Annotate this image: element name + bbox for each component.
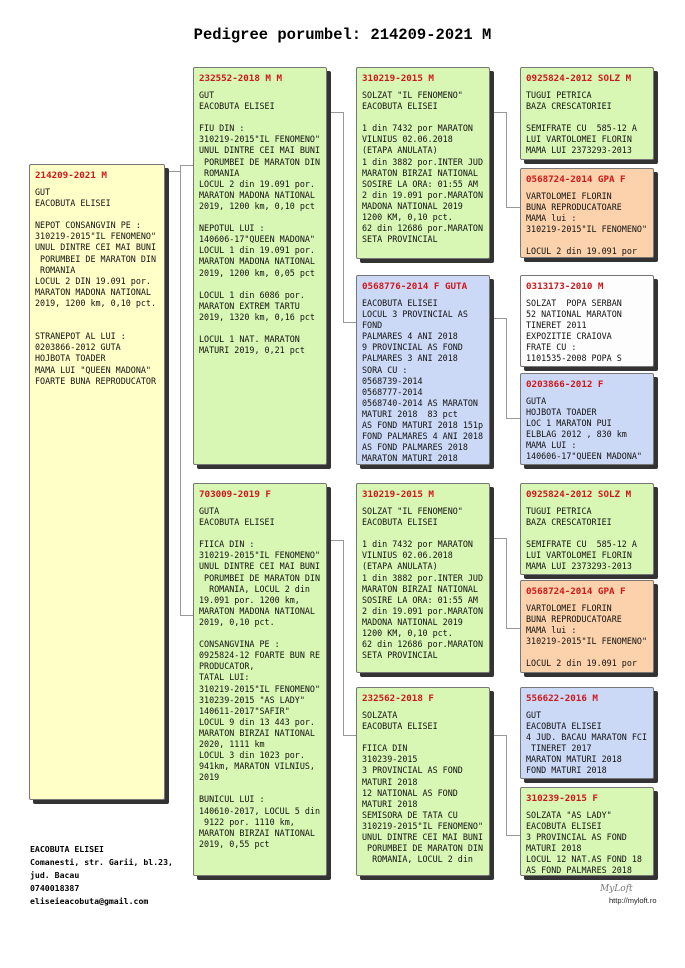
pigeon-info: VARTOLOMEI FLORIN BUNA REPRODUCATOARE MAMA lui : 310219-2015"IL FENOMENO" LOCUL 2 din 19.091 por [526, 191, 648, 257]
ggp-card-3[interactable] [520, 275, 654, 367]
ggp-card-2[interactable] [520, 168, 654, 258]
ggp-card-4[interactable] [520, 373, 654, 465]
myloft-logo: MyLoft [600, 884, 633, 894]
pigeon-info: SOLZATA "AS LADY" EACOBUTA ELISEI 3 PROVINCIAL AS FOND MATURI 2018 LOCUL 12 NAT.AS FOND 18 AS FOND PALMARES 2018 [526, 810, 642, 876]
connector-line [329, 112, 344, 113]
ring-number: 0925824-2012 SOLZ M [526, 489, 632, 500]
connector-line [492, 538, 507, 539]
connector-line [492, 735, 507, 736]
connector-line [343, 735, 357, 736]
pigeon-info: EACOBUTA ELISEI LOCUL 3 PROVINCIAL AS FOND PALMARES 4 ANI 2018 9 PROVINCIAL AS FOND PALMARES 3 ANI 2018 SORA CU : 0568739-2014 0568777-2014 0568740-2014 AS MARATON MATURI 2018 83 pct AS FOND MATURI 2018 151p FOND PALMARES 4 ANI 2018 AS FOND PALMARES 2018 MARATON MATURI 2018 [362, 298, 484, 464]
ring-number: 0568724-2014 GPA F [526, 586, 626, 597]
pigeon-info: TUGUI PETRICA BAZA CRESCATORIEI SEMIFRATE CU 585-12 A LUI VARTOLOMEI FLORIN MAMA LUI 2373293-2013 [526, 90, 637, 156]
connector-line [506, 538, 507, 628]
ggp-card-6[interactable] [520, 580, 654, 673]
connector-line [492, 112, 507, 113]
connector-line [343, 540, 344, 735]
connector-line [492, 318, 507, 319]
connector-line [506, 207, 520, 208]
connector-line [506, 318, 507, 418]
connector-line [506, 112, 507, 207]
ggp-card-1[interactable] [520, 67, 654, 160]
pigeon-info: VARTOLOMEI FLORIN BUNA REPRODUCATOARE MAMA lui : 310219-2015"IL FENOMENO" LOCUL 2 din 19.091 por [526, 603, 648, 669]
connector-line [506, 735, 507, 835]
ggp-card-7[interactable] [520, 687, 654, 779]
connector-line [506, 835, 520, 836]
ring-number: 310239-2015 F [526, 793, 598, 804]
connector-line [343, 112, 344, 322]
connector-line [180, 615, 194, 616]
ring-number: 0568724-2014 GPA F [526, 174, 626, 185]
connector-line [180, 165, 194, 166]
pigeon-info: GUTA EACOBUTA ELISEI FIICA DIN : 310219-2015"IL FENOMENO" UNUL DINTRE CEI MAI BUNI PORUMBEI DE MARATON DIN ROMANIA, LOCUL 2 din 19.091 por. 1200 km, MARATON MADONA NATIONAL 2019, 0,10 pct. CONSANGVINA PE : 0925824-12 FOARTE BUN RE PRODUCATOR, TATAL LUI: 310219-2015"IL FENOMENO" 310239-2015 "AS LADY" 140611-2017"SAFIR" LOCUL 9 din 13 443 por. MARATON BIRZAI NATIONAL 2020, 1111 km LOCUL 3 din 1023 por. 941km, MARATON VILNIUS, 2019 BUNICUL LUI : 140610-2017, LOCUL 5 din 9122 por. 1110 km, MARATON BIRZAI NATIONAL 2019, 0,55 pct [199, 506, 321, 849]
ring-number: 232552-2018 M M [199, 73, 282, 84]
ggp-card-8[interactable] [520, 787, 654, 876]
ring-number: 310219-2015 M [362, 73, 434, 84]
page-title: Pedigree porumbel: 214209-2021 M [193, 26, 492, 44]
subject-card[interactable] [29, 164, 165, 800]
connector-line [329, 540, 344, 541]
ring-number: 556622-2016 M [526, 693, 598, 704]
connector-line [506, 628, 520, 629]
connector-line [180, 165, 181, 615]
ring-number: 0203866-2012 F [526, 379, 604, 390]
ring-number: 214209-2021 M [35, 170, 107, 181]
pigeon-info: SOLZATA EACOBUTA ELISEI FIICA DIN 310239-2015 3 PROVINCIAL AS FOND MATURI 2018 12 NATIONAL AS FOND MATURI 2018 SEMISORA DE TATA CU 310219-2015"IL FENOMENO" UNUL DINTRE CEI MAI BUNI PORUMBEI DE MARATON DIN ROMANIA, LOCUL 2 din [362, 710, 484, 865]
sire-card[interactable] [193, 67, 327, 465]
pigeon-info: SOLZAT "IL FENOMENO" EACOBUTA ELISEI 1 din 7432 por MARATON VILNIUS 02.06.2018 (ETAPA ANULATA) 1 din 3882 por.INTER JUD MARATON BIRZAI NATIONAL SOSIRE LA ORA: 01:55 AM 2 din 19.091 por.MARATON MADONA NATIONAL 2019 1200 KM, 0,10 pct. 62 din 12686 por.MARATON SETA PROVINCIAL [362, 90, 484, 245]
granddam-paternal-card[interactable] [356, 275, 490, 465]
owner-contact: EACOBUTA ELISEI Comanesti, str. Garii, bl.23, jud. Bacau 0740018387 eliseieacobuta@gmail.com [30, 844, 173, 906]
footer-url[interactable]: http://myloft.ro [609, 896, 657, 905]
ring-number: 0313173-2010 M [526, 281, 604, 292]
ggp-card-5[interactable] [520, 483, 654, 575]
pigeon-info: SOLZAT POPA SERBAN 52 NATIONAL MARATON TINERET 2011 EXPOZITIE CRAIOVA FRATE CU : 1101535-2008 POPA S [526, 298, 622, 364]
ring-number: 0925824-2012 SOLZ M [526, 73, 632, 84]
ring-number: 703009-2019 F [199, 489, 271, 500]
pigeon-info: GUT EACOBUTA ELISEI FIU DIN : 310219-2015"IL FENOMENO" UNUL DINTRE CEI MAI BUNI PORUMBEI DE MARATON DIN ROMANIA LOCUL 2 din 19.091 por. MARATON MADONA NATIONAL 2019, 1200 km, 0,10 pct NEPOTUL LUI : 140606-17"QUEEN MADONA" LOCUL 1 din 19.091 por. MARATON MADONA NATIONAL 2019, 1200 km, 0,05 pct LOCUL 1 din 6086 por. MARATON EXTREM TARTU 2019, 1320 km, 0,16 pct LOCUL 1 NAT. MARATON MATURI 2019, 0,21 pct [199, 90, 321, 356]
pigeon-info: SOLZAT "IL FENOMENO" EACOBUTA ELISEI 1 din 7432 por MARATON VILNIUS 02.06.2018 (ETAPA ANULATA) 1 din 3882 por.INTER JUD MARATON BIRZAI NATIONAL SOSIRE LA ORA: 01:55 AM 2 din 19.091 por.MARATON MADONA NATIONAL 2019 1200 KM, 0,10 pct. 62 din 12686 por.MARATON SETA PROVINCIAL [362, 506, 484, 661]
connector-line [343, 322, 357, 323]
pigeon-info: GUT EACOBUTA ELISEI NEPOT CONSANGVIN PE : 310219-2015"IL FENOMENO" UNUL DINTRE CEI MAI BUNI PORUMBEI DE MARATON DIN ROMANIA LOCUL 2 DIN 19.091 por. MARATON MADONA NATIONAL 2019, 1200 km, 0,10 pct. STRANEPOT AL LUI : 0203866-2012 GUTA HOJBOTA TOADER MAMA LUI "QUEEN MADONA" FOARTE BUNA REPRODUCATOR [35, 187, 157, 386]
ring-number: 0568776-2014 F GUTA [362, 281, 468, 292]
ring-number: 232562-2018 F [362, 693, 434, 704]
ring-number: 310219-2015 M [362, 489, 434, 500]
connector-line [506, 418, 520, 419]
pigeon-info: GUTA HOJBOTA TOADER LOC 1 MARATON PUI ELBLAG 2012 , 830 km MAMA LUI : 140606-17"QUEEN MADONA" [526, 396, 642, 462]
pigeon-info: TUGUI PETRICA BAZA CRESCATORIEI SEMIFRATE CU 585-12 A LUI VARTOLOMEI FLORIN MAMA LUI 2373293-2013 [526, 506, 637, 572]
granddam-maternal-card[interactable] [356, 687, 490, 876]
dam-card[interactable] [193, 483, 327, 876]
pigeon-info: GUT EACOBUTA ELISEI 4 JUD. BACAU MARATON FCI TINERET 2017 MARATON MATURI 2018 FOND MATURI 2018 [526, 710, 648, 776]
grandsire-maternal-card[interactable] [356, 483, 490, 673]
grandsire-paternal-card[interactable] [356, 67, 490, 259]
